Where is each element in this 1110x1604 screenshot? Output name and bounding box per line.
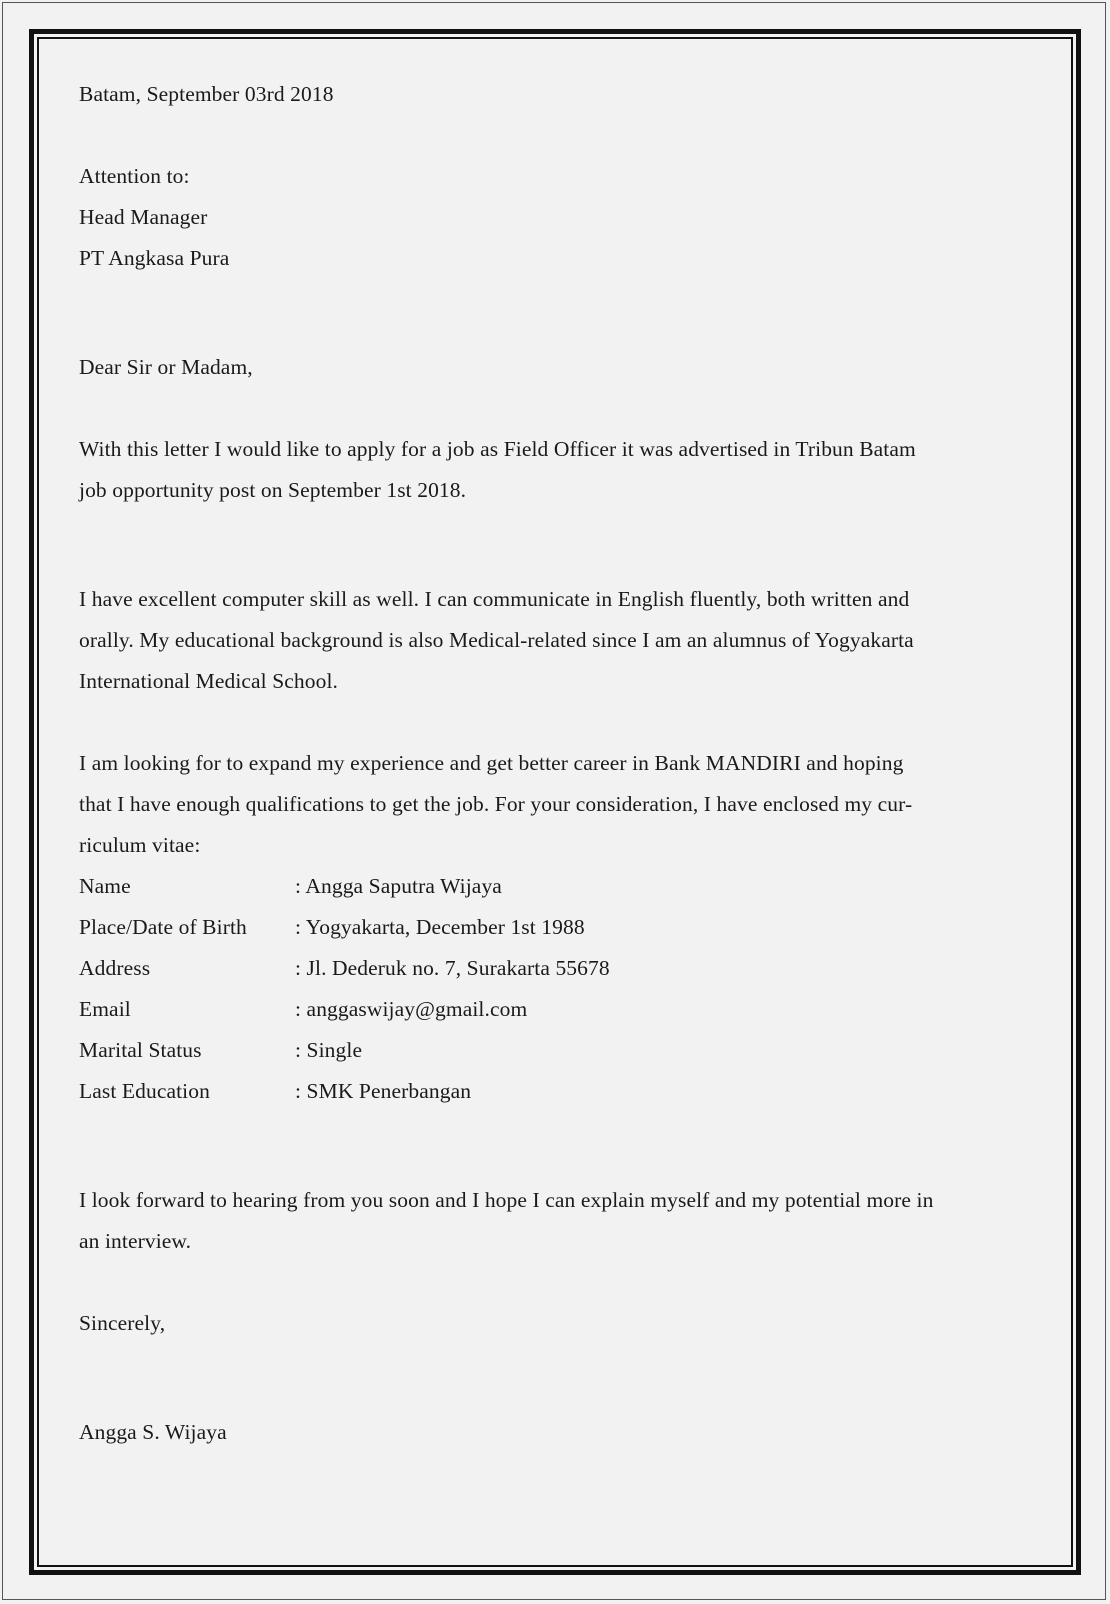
paragraph-line: I look forward to hearing from you soon and I hope I can explain myself and my potential more in	[79, 1188, 934, 1212]
cv-value: : SMK Penerbangan	[295, 1079, 472, 1103]
letter-body	[79, 74, 1029, 1453]
paragraph-line: job opportunity post on September 1st 2018.	[79, 478, 467, 502]
cv-label: Address	[79, 956, 151, 980]
cv-row-email	[79, 989, 1029, 1030]
cv-row-birth	[79, 907, 1029, 948]
date-line: Batam, September 03rd 2018	[79, 82, 334, 106]
paragraph-line: I am looking for to expand my experience and get better career in Bank MANDIRI and hoping	[79, 751, 904, 775]
attention-label: Attention to:	[79, 164, 190, 188]
cv-label: Place/Date of Birth	[79, 915, 247, 939]
paragraph-application	[79, 429, 1029, 511]
closing: Sincerely,	[79, 1311, 166, 1335]
paragraph-line: I have excellent computer skill as well. I can communicate in English fluently, both written and	[79, 587, 910, 611]
paragraph-line: riculum vitae:	[79, 833, 201, 857]
cv-value: : anggaswijay@gmail.com	[295, 997, 528, 1021]
paragraph-closing	[79, 1180, 1029, 1262]
salutation: Dear Sir or Madam,	[79, 355, 253, 379]
cv-label: Email	[79, 997, 131, 1021]
paragraph-line: With this letter I would like to apply for a job as Field Officer it was advertised in Tribun Batam	[79, 437, 916, 461]
paragraph-line: International Medical School.	[79, 669, 339, 693]
paragraph-line: orally. My educational background is also Medical-related since I am an alumnus of Yogyakarta	[79, 628, 914, 652]
cv-row-education	[79, 1071, 1029, 1112]
signature-name: Angga S. Wijaya	[79, 1420, 227, 1444]
cv-value: : Jl. Dederuk no. 7, Surakarta 55678	[295, 956, 610, 980]
cv-value: : Yogyakarta, December 1st 1988	[295, 915, 585, 939]
cv-label: Name	[79, 874, 131, 898]
paragraph-career	[79, 743, 1029, 866]
paragraph-skills	[79, 579, 1029, 702]
paragraph-line: that I have enough qualifications to get the job. For your consideration, I have enclosed my cur-	[79, 792, 913, 816]
paragraph-line: an interview.	[79, 1229, 192, 1253]
recipient-company: PT Angkasa Pura	[79, 246, 230, 270]
cv-label: Last Education	[79, 1079, 210, 1103]
recipient-title: Head Manager	[79, 205, 208, 229]
cv-row-name	[79, 866, 1029, 907]
cv-label: Marital Status	[79, 1038, 202, 1062]
cv-value: : Single	[295, 1038, 363, 1062]
cv-row-address	[79, 948, 1029, 989]
cv-row-marital	[79, 1030, 1029, 1071]
cv-table	[79, 866, 1029, 1112]
cv-value: : Angga Saputra Wijaya	[295, 874, 502, 898]
